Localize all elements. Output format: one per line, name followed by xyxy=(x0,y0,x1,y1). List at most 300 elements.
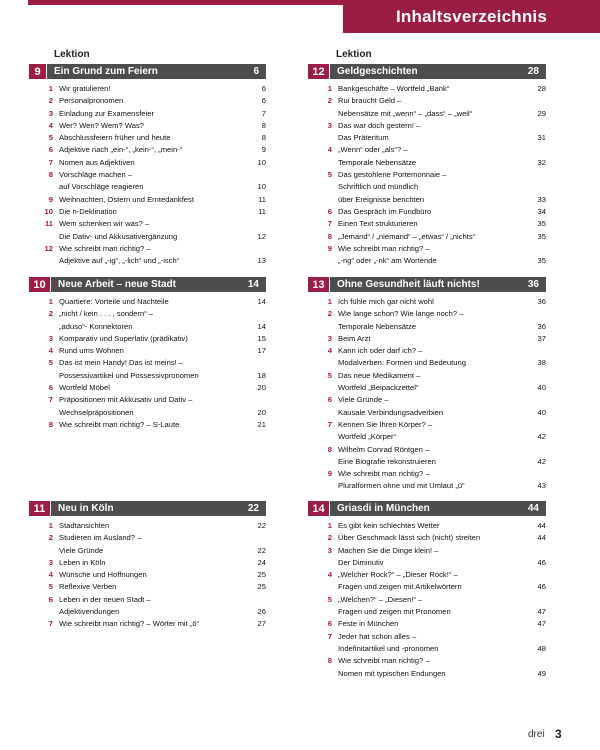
entry-page-number: 31 xyxy=(537,133,546,143)
entry-title: Rui braucht Geld – xyxy=(338,96,402,106)
toc-entry[interactable] xyxy=(308,333,546,345)
entry-line xyxy=(338,643,546,655)
chapter-page-number: 6 xyxy=(253,66,259,77)
entry-line xyxy=(338,181,546,193)
entry-line xyxy=(338,333,546,345)
entry-line xyxy=(59,520,266,532)
entry-page-number: 22 xyxy=(257,545,266,555)
entry-number: 4 xyxy=(48,570,53,580)
entry-page-number: 47 xyxy=(537,607,546,617)
entry-title: Bankgeschäfte – Wortfeld „Bank“ xyxy=(338,84,450,93)
entry-number: 3 xyxy=(48,108,53,118)
entry-number: 3 xyxy=(48,333,53,343)
entry-line xyxy=(338,255,546,267)
entry-line xyxy=(338,132,546,144)
entry-line xyxy=(59,255,266,267)
entry-page-number: 9 xyxy=(261,145,266,155)
entry-line xyxy=(338,169,546,181)
entry-title: Fragen und zeigen mit Artikelwörtern xyxy=(338,582,462,592)
entry-line xyxy=(59,618,266,630)
entry-line xyxy=(59,532,266,544)
toc-entry[interactable] xyxy=(308,618,546,630)
entry-title: Kausale Verbindungsadverbien xyxy=(338,407,444,417)
entry-line xyxy=(338,668,546,680)
toc-entry[interactable] xyxy=(29,419,266,431)
entry-page-number: 7 xyxy=(261,108,266,118)
entry-title: Stadtansichten xyxy=(59,521,110,530)
entry-line xyxy=(59,181,266,193)
entry-page-number: 35 xyxy=(537,256,546,266)
entry-title: Feste in München xyxy=(338,619,399,629)
entry-page-number: 38 xyxy=(537,358,546,368)
entry-line xyxy=(59,83,266,95)
entry-title: Abschlussfeiern früher und heute xyxy=(59,133,171,143)
toc-entry[interactable] xyxy=(29,132,266,144)
entry-title: Das gestohlene Portemonnaie – xyxy=(338,170,447,180)
entry-title: über Ereignisse berichten xyxy=(338,194,425,204)
entry-page-number: 14 xyxy=(257,297,266,306)
entry-line xyxy=(338,357,546,369)
entry-title: Die n-Deklination xyxy=(59,206,117,216)
entry-title: Das neue Medikament – xyxy=(338,370,421,380)
entry-number: 4 xyxy=(327,570,332,580)
entry-title: Das ist mein Handy! Das ist meins! – xyxy=(59,358,184,368)
entry-page-number: 40 xyxy=(537,383,546,393)
entry-title: „Jemand“ / „niemand“ – „etwas“ / „nichts“ xyxy=(338,231,476,241)
toc-entry[interactable] xyxy=(308,206,546,218)
entry-title: „Welchen?“ – „Diesen!“ – xyxy=(338,594,423,604)
entry-line xyxy=(338,382,546,394)
toc-entry[interactable] xyxy=(308,345,546,370)
entry-page-number: 8 xyxy=(261,120,266,130)
chapter-number: 13 xyxy=(308,277,330,292)
toc-entry[interactable] xyxy=(308,419,546,444)
toc-entry[interactable] xyxy=(29,108,266,120)
entry-title: Beim Arzt xyxy=(338,333,371,343)
entry-line xyxy=(338,407,546,419)
entry-line xyxy=(338,206,546,218)
entry-number: 6 xyxy=(327,395,332,405)
toc-entry[interactable] xyxy=(308,218,546,230)
toc-entry[interactable] xyxy=(308,95,546,120)
chapter-header[interactable] xyxy=(29,277,266,292)
entry-number: 1 xyxy=(327,521,332,530)
entry-title: Viele Gründe xyxy=(59,545,104,555)
entry-page-number: 20 xyxy=(257,407,266,417)
entry-line xyxy=(59,308,266,320)
entry-title: Pluralformen ohne und mit Umlaut „ü“ xyxy=(338,481,465,491)
toc-entry[interactable] xyxy=(29,218,266,243)
entry-line xyxy=(59,345,266,357)
chapter-title: Neu in Köln xyxy=(58,503,114,514)
toc-entry[interactable] xyxy=(308,655,546,680)
entry-line xyxy=(338,394,546,406)
entry-number: 4 xyxy=(48,346,53,356)
entry-number: 9 xyxy=(327,243,332,253)
chapter-13 xyxy=(308,277,546,493)
chapter-header[interactable] xyxy=(29,501,266,516)
toc-entry[interactable] xyxy=(308,569,546,594)
chapter-header[interactable] xyxy=(308,501,546,516)
entry-number: 6 xyxy=(48,594,53,604)
entry-page-number: 32 xyxy=(537,157,546,167)
entry-line xyxy=(59,370,266,382)
entry-title: Wortfeld Möbel xyxy=(59,383,110,393)
entry-title: Adjektive auf „-ig“, „-lich“ und „-isch“ xyxy=(59,256,180,266)
entry-title: Komparativ und Superlativ (prädikativ) xyxy=(59,333,188,343)
entry-number: 3 xyxy=(327,120,332,130)
entry-page-number: 14 xyxy=(257,321,266,331)
entry-page-number: 46 xyxy=(537,557,546,567)
entry-line xyxy=(338,456,546,468)
toc-entry[interactable] xyxy=(29,120,266,132)
toc-entry[interactable] xyxy=(29,144,266,156)
entry-line xyxy=(59,581,266,593)
entry-number: 8 xyxy=(327,231,332,241)
entry-title: auf Vorschläge reagieren xyxy=(59,182,144,192)
entry-page-number: 13 xyxy=(257,256,266,266)
entry-title: Weihnachten, Ostern und Erntedankfest xyxy=(59,194,194,204)
entry-page-number: 49 xyxy=(537,668,546,678)
entry-line xyxy=(59,132,266,144)
entry-line xyxy=(59,206,266,218)
entry-page-number: 44 xyxy=(537,521,546,530)
entry-number: 5 xyxy=(327,370,332,380)
entry-page-number: 42 xyxy=(537,456,546,466)
toc-entry[interactable] xyxy=(29,95,266,107)
toc-entry[interactable] xyxy=(308,594,546,619)
toc-entry[interactable] xyxy=(29,618,266,630)
chapter-number: 11 xyxy=(29,501,51,516)
chapter-header[interactable] xyxy=(308,277,546,292)
toc-entry[interactable] xyxy=(29,169,266,194)
entry-number: 8 xyxy=(48,170,53,180)
entry-title: Wie lange schon? Wie lange noch? – xyxy=(338,309,464,319)
entry-title: Wie schreibt man richtig? – xyxy=(59,243,151,253)
entry-line xyxy=(338,468,546,480)
entry-line xyxy=(338,83,546,95)
entry-line xyxy=(338,321,546,333)
entry-page-number: 20 xyxy=(257,383,266,393)
entry-line xyxy=(338,594,546,606)
entry-number: 8 xyxy=(327,444,332,454)
toc-entry[interactable] xyxy=(308,370,546,395)
entry-line xyxy=(59,144,266,156)
entry-title: Wechselpräpositionen xyxy=(59,407,134,417)
entry-title: Über Geschmack lässt sich (nicht) streiten xyxy=(338,533,481,543)
chapter-title: Griasdi in München xyxy=(337,503,430,514)
entry-line xyxy=(59,321,266,333)
entry-title: Wem schenken wir was? – xyxy=(59,219,150,229)
toc-entry[interactable] xyxy=(308,243,546,268)
toc-entry[interactable] xyxy=(308,308,546,333)
chapter-page-number: 44 xyxy=(527,503,539,514)
entry-page-number: 25 xyxy=(257,582,266,592)
entry-title: Wortfeld „Körper“ xyxy=(338,432,397,442)
page-title: Inhaltsverzeichnis xyxy=(343,0,600,33)
entry-number: 6 xyxy=(48,383,53,393)
entry-line xyxy=(338,108,546,120)
entry-line xyxy=(59,606,266,618)
entry-title: Präpositionen mit Akkusativ und Dativ – xyxy=(59,395,193,405)
toc-entry[interactable] xyxy=(308,468,546,493)
entry-page-number: 25 xyxy=(257,570,266,580)
entry-line xyxy=(338,631,546,643)
toc-entry[interactable] xyxy=(29,594,266,619)
toc-entry[interactable] xyxy=(308,532,546,544)
entry-line xyxy=(59,120,266,132)
entry-number: 3 xyxy=(327,545,332,555)
entry-number: 7 xyxy=(327,631,332,641)
entry-number: 5 xyxy=(327,170,332,180)
chapter-entry-list xyxy=(308,296,546,493)
entry-number: 1 xyxy=(327,84,332,93)
entry-title: Wie schreibt man richtig? – xyxy=(338,243,430,253)
entry-number: 2 xyxy=(327,96,332,106)
entry-title: Indefinitartikel und -pronomen xyxy=(338,643,439,653)
entry-title: Kennen Sie Ihren Körper? – xyxy=(338,419,433,429)
entry-number: 6 xyxy=(48,145,53,155)
entry-title: Einladung zur Examensfeier xyxy=(59,108,154,118)
entry-line xyxy=(338,144,546,156)
entry-page-number: 46 xyxy=(537,582,546,592)
entry-title: Die Dativ- und Akkusativergänzung xyxy=(59,231,178,241)
entry-line xyxy=(59,231,266,243)
entry-title: Leben in Köln xyxy=(59,557,106,567)
toc-entry[interactable] xyxy=(308,520,546,532)
toc-entry[interactable] xyxy=(308,545,546,570)
chapter-number: 12 xyxy=(308,64,330,79)
entry-page-number: 33 xyxy=(537,194,546,204)
entry-line xyxy=(59,357,266,369)
chapter-header[interactable] xyxy=(29,64,266,79)
entry-number: 3 xyxy=(48,557,53,567)
entry-page-number: 43 xyxy=(537,481,546,491)
toc-entry[interactable] xyxy=(308,169,546,206)
entry-title: Fragen und zeigen mit Pronomen xyxy=(338,607,451,617)
entry-number: 7 xyxy=(48,395,53,405)
entry-title: Nomen mit typischen Endungen xyxy=(338,668,446,678)
entry-number: 6 xyxy=(327,206,332,216)
chapter-page-number: 22 xyxy=(247,503,259,514)
entry-title: Das war doch gestern! – xyxy=(338,120,421,130)
toc-entry[interactable] xyxy=(308,144,546,169)
entry-page-number: 15 xyxy=(257,333,266,343)
toc-entry[interactable] xyxy=(29,357,266,382)
entry-line xyxy=(338,655,546,667)
entry-title: Nebensätze mit „wenn“ – „dass“ – „weil“ xyxy=(338,108,473,118)
entry-line xyxy=(59,108,266,120)
entry-line xyxy=(338,296,546,308)
entry-line xyxy=(338,243,546,255)
entry-page-number: 29 xyxy=(537,108,546,118)
entry-page-number: 18 xyxy=(257,370,266,380)
entry-title: Einen Text strukturieren xyxy=(338,219,418,229)
entry-title: „Welcher Rock?“ – „Dieser Rock!“ – xyxy=(338,570,458,580)
entry-line xyxy=(338,545,546,557)
entry-page-number: 48 xyxy=(537,643,546,653)
toc-entry[interactable] xyxy=(308,83,546,95)
entry-line xyxy=(59,594,266,606)
entry-page-number: 40 xyxy=(537,407,546,417)
entry-page-number: 11 xyxy=(258,206,266,216)
toc-entry[interactable] xyxy=(29,206,266,218)
chapter-title: Ohne Gesundheit läuft nichts! xyxy=(337,279,480,290)
entry-number: 11 xyxy=(44,219,53,229)
toc-entry[interactable] xyxy=(308,631,546,656)
entry-number: 9 xyxy=(48,194,53,204)
entry-page-number: 10 xyxy=(257,157,266,167)
entry-title: Rund ums Wohnen xyxy=(59,346,124,356)
chapter-number: 9 xyxy=(29,64,47,79)
entry-number: 8 xyxy=(48,419,53,429)
toc-entry[interactable] xyxy=(308,120,546,145)
chapter-page-number: 36 xyxy=(527,279,539,290)
entry-page-number: 10 xyxy=(257,182,266,192)
entry-line xyxy=(338,345,546,357)
entry-number: 2 xyxy=(327,309,332,319)
entry-line xyxy=(59,296,266,308)
entry-number: 1 xyxy=(327,297,332,306)
entry-page-number: 22 xyxy=(257,521,266,530)
entry-line xyxy=(59,95,266,107)
entry-page-number: 37 xyxy=(537,333,546,343)
entry-number: 8 xyxy=(327,656,332,666)
entry-number: 7 xyxy=(327,219,332,229)
entry-title: Studieren im Ausland? – xyxy=(59,533,142,543)
entry-line xyxy=(338,569,546,581)
toc-entry[interactable] xyxy=(29,345,266,357)
entry-page-number: 36 xyxy=(537,297,546,306)
toc-entry[interactable] xyxy=(308,394,546,419)
entry-title: Ich fühle mich gar nicht wohl xyxy=(338,297,434,306)
footer-page-word: drei xyxy=(528,729,545,740)
entry-page-number: 28 xyxy=(537,84,546,93)
footer-page-number: 3 xyxy=(555,727,562,741)
entry-page-number: 6 xyxy=(261,84,266,93)
entry-number: 5 xyxy=(48,133,53,143)
toc-entry[interactable] xyxy=(29,83,266,95)
entry-line xyxy=(338,308,546,320)
chapter-header[interactable] xyxy=(308,64,546,79)
entry-title: Personalpronomen xyxy=(59,96,124,106)
entry-number: 1 xyxy=(48,84,53,93)
entry-line xyxy=(338,532,546,544)
entry-title: Jeder hat schon alles – xyxy=(338,631,417,641)
entry-line xyxy=(59,394,266,406)
entry-title: Reflexive Verben xyxy=(59,582,117,592)
entry-line xyxy=(59,545,266,557)
entry-page-number: 6 xyxy=(261,96,266,106)
entry-page-number: 47 xyxy=(537,619,546,629)
entry-title: Leben in der neuen Stadt – xyxy=(59,594,151,604)
toc-entry[interactable] xyxy=(308,296,546,308)
entry-title: „aduso“- Konnektoren xyxy=(59,321,133,331)
entry-title: Wie schreibt man richtig? – S-Laute xyxy=(59,419,180,429)
toc-entry[interactable] xyxy=(29,194,266,206)
entry-number: 3 xyxy=(327,333,332,343)
toc-entry[interactable] xyxy=(29,157,266,169)
entry-page-number: 12 xyxy=(257,231,266,241)
entry-line xyxy=(338,370,546,382)
entry-page-number: 11 xyxy=(258,194,266,204)
entry-number: 12 xyxy=(44,243,53,253)
toc-entry[interactable] xyxy=(29,532,266,557)
entry-line xyxy=(59,194,266,206)
entry-number: 9 xyxy=(327,469,332,479)
entry-number: 1 xyxy=(48,297,53,306)
entry-line xyxy=(338,480,546,492)
entry-title: Adjektivendungen xyxy=(59,607,120,617)
entry-number: 7 xyxy=(48,619,53,629)
chapter-number: 10 xyxy=(29,277,51,292)
toc-entry[interactable] xyxy=(29,382,266,394)
chapter-page-number: 28 xyxy=(527,66,539,77)
chapter-9 xyxy=(29,64,266,267)
entry-page-number: 36 xyxy=(537,321,546,331)
chapter-entry-list xyxy=(308,83,546,267)
entry-title: Schriftlich und mündlich xyxy=(338,182,419,192)
toc-entry[interactable] xyxy=(29,308,266,333)
chapter-title: Geldgeschichten xyxy=(337,66,418,77)
entry-line xyxy=(59,243,266,255)
entry-number: 4 xyxy=(327,145,332,155)
entry-number: 2 xyxy=(327,533,332,543)
entry-number: 4 xyxy=(48,120,53,130)
entry-line xyxy=(59,569,266,581)
chapter-entry-list xyxy=(308,520,546,680)
entry-title: Wünsche und Hoffnungen xyxy=(59,570,147,580)
entry-number: 5 xyxy=(48,358,53,368)
chapter-10 xyxy=(29,277,266,431)
toc-entry[interactable] xyxy=(29,581,266,593)
entry-number: 2 xyxy=(48,309,53,319)
entry-title: „-ng“ oder „-nk“ am Wortende xyxy=(338,256,437,266)
entry-line xyxy=(338,157,546,169)
toc-entry[interactable] xyxy=(29,243,266,268)
entry-title: Viele Gründe – xyxy=(338,395,389,405)
entry-title: Temporale Nebensätze xyxy=(338,157,417,167)
toc-entry[interactable] xyxy=(308,444,546,469)
entry-title: „Wenn“ oder „als“? – xyxy=(338,145,408,155)
entry-number: 5 xyxy=(327,594,332,604)
entry-line xyxy=(338,557,546,569)
entry-line xyxy=(338,431,546,443)
entry-page-number: 8 xyxy=(261,133,266,143)
entry-title: Wie schreibt man richtig? – Wörter mit „ö“ xyxy=(59,619,200,629)
chapter-11 xyxy=(29,501,266,631)
toc-entry[interactable] xyxy=(29,333,266,345)
toc-entry[interactable] xyxy=(29,520,266,532)
toc-entry[interactable] xyxy=(29,296,266,308)
entry-title: Modalverben: Formen und Bedeutung xyxy=(338,358,466,368)
entry-page-number: 44 xyxy=(537,533,546,543)
toc-entry[interactable] xyxy=(308,231,546,243)
entry-number: 5 xyxy=(48,582,53,592)
toc-entry[interactable] xyxy=(29,394,266,419)
entry-title: Temporale Nebensätze xyxy=(338,321,417,331)
entry-line xyxy=(59,157,266,169)
entry-page-number: 21 xyxy=(257,419,266,429)
entry-title: Wie schreibt man richtig? – xyxy=(338,469,430,479)
entry-line xyxy=(59,557,266,569)
entry-page-number: 24 xyxy=(257,557,266,567)
chapter-number: 14 xyxy=(308,501,330,516)
entry-line xyxy=(338,606,546,618)
entry-title: Das Gespräch im Fundbüro xyxy=(338,206,432,216)
toc-entry[interactable] xyxy=(29,557,266,569)
toc-entry[interactable] xyxy=(29,569,266,581)
